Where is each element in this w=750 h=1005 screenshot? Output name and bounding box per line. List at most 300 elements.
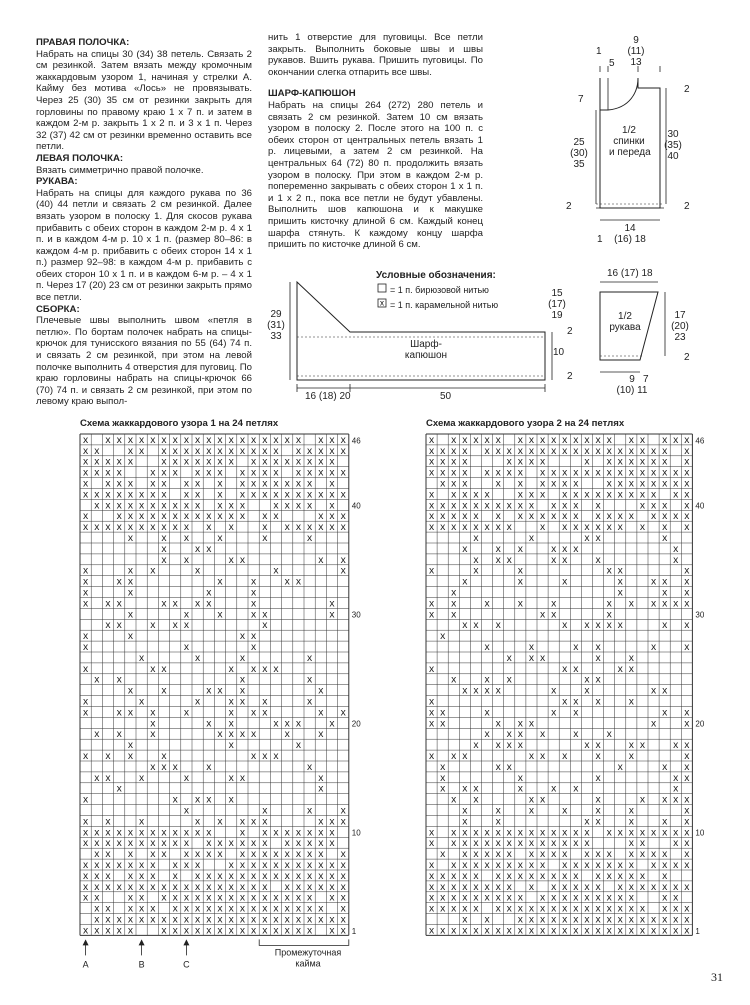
stitch-x-mark: x [517, 772, 523, 784]
left-heading: СБОРКА: [36, 303, 80, 315]
stitch-x-mark: x [105, 478, 111, 490]
stitch-x-mark: x [473, 849, 479, 861]
stitch-x-mark: x [172, 467, 178, 479]
stitch-x-mark: x [584, 489, 590, 501]
stitch-x-mark: x [284, 903, 290, 915]
stitch-x-mark: x [662, 576, 668, 588]
stitch-x-mark: x [584, 816, 590, 828]
stitch-x-mark: x [484, 892, 490, 904]
stitch-x-mark: x [262, 533, 268, 545]
stitch-x-mark: x [673, 511, 679, 523]
stitch-x-mark: x [127, 903, 133, 915]
stitch-x-mark: x [206, 925, 212, 937]
stitch-x-mark: x [462, 914, 468, 926]
stitch-x-mark: x [172, 445, 178, 457]
stitch-x-mark: x [440, 870, 446, 882]
stitch-x-mark: x [217, 576, 223, 588]
stitch-x-mark: x [584, 849, 590, 861]
stitch-x-mark: x [440, 467, 446, 479]
stitch-x-mark: x [273, 914, 279, 926]
stitch-x-mark: x [329, 467, 335, 479]
stitch-x-mark: x [528, 718, 535, 730]
stitch-x-mark: x [539, 478, 546, 490]
stitch-x-mark: x [228, 522, 234, 534]
stitch-x-mark: x [428, 860, 435, 872]
scarf-piece-label: Шарф- капюшон [404, 339, 448, 361]
stitch-x-mark: x [83, 587, 89, 599]
stitch-x-mark: x [484, 489, 490, 501]
stitch-x-mark: x [562, 870, 568, 882]
stitch-x-mark: x [595, 870, 601, 882]
stitch-x-mark: x [217, 849, 223, 861]
stitch-x-mark: x [606, 511, 612, 523]
stitch-x-mark: x [584, 892, 590, 904]
stitch-x-mark: x [239, 685, 245, 697]
stitch-x-mark: x [662, 925, 668, 937]
stitch-x-mark: x [239, 489, 245, 501]
stitch-x-mark: x [228, 434, 234, 446]
stitch-x-mark: x [217, 467, 223, 479]
stitch-x-mark: x [318, 456, 324, 468]
stitch-x-mark: x [584, 925, 590, 937]
stitch-x-mark: x [440, 445, 446, 457]
stitch-x-mark: x [83, 598, 89, 610]
stitch-x-mark: x [662, 707, 668, 719]
stitch-x-mark: x [105, 751, 111, 763]
stitch-x-mark: x [307, 892, 313, 904]
stitch-x-mark: x [307, 500, 313, 512]
stitch-x-mark: x [473, 925, 479, 937]
stitch-x-mark: x [150, 827, 156, 839]
stitch-x-mark: x [428, 663, 435, 675]
stitch-x-mark: x [127, 827, 133, 839]
stitch-x-mark: x [239, 467, 245, 479]
stitch-x-mark: x [161, 838, 167, 850]
stitch-x-mark: x [127, 707, 133, 719]
stitch-x-mark: x [606, 456, 612, 468]
stitch-x-mark: x [428, 718, 435, 730]
stitch-x-mark: x [584, 914, 590, 926]
stitch-x-mark: x [150, 903, 156, 915]
stitch-x-mark: x [462, 445, 468, 457]
stitch-x-mark: x [329, 522, 335, 534]
left-paragraph: Набрать на спицы для каждого рукава по 36 (40) 44 петли и связать 2 см резинкой. Далее вязать узором в полоску 1. Для скосов рукава прибавить с обеих сторон в каждом 2-м р. 4 х 1 п. и в каждом 4-м р. 10 х 1 п. (размер 80–86: в каждом 4-м р. прибавить с обеих сторон 14 х 1 п.) размер 92–98: в каждом 4-м р. прибавить с обеих сторон 10 х 1 п. и в каждом 6-м р. – 4 х 1 п. Через 17 (20) 23 см от резинки закрыть прямо все петли. [36, 187, 252, 304]
stitch-x-mark: x [595, 805, 601, 817]
stitch-x-mark: x [584, 620, 590, 632]
stitch-x-mark: x [273, 751, 279, 763]
stitch-x-mark: x [628, 663, 634, 675]
stitch-x-mark: x [251, 576, 257, 588]
stitch-x-mark: x [239, 925, 245, 937]
stitch-x-mark: x [195, 489, 201, 501]
stitch-x-mark: x [473, 827, 479, 839]
chart-row-number: 1 [695, 926, 700, 936]
stitch-x-mark: x [83, 467, 89, 479]
stitch-x-mark: x [284, 892, 290, 904]
stitch-x-mark: x [83, 816, 89, 828]
stitch-x-mark: x [172, 914, 178, 926]
stitch-x-mark: x [239, 838, 245, 850]
stitch-x-mark: x [116, 838, 122, 850]
stitch-x-mark: x [495, 892, 501, 904]
stitch-x-mark: x [183, 827, 189, 839]
stitch-x-mark: x [116, 707, 122, 719]
stitch-x-mark: x [573, 478, 579, 490]
stitch-x-mark: x [251, 434, 257, 446]
stitch-x-mark: x [284, 434, 290, 446]
stitch-x-mark: x [539, 903, 546, 915]
stitch-x-mark: x [318, 881, 324, 893]
stitch-x-mark: x [340, 914, 346, 926]
stitch-x-mark: x [217, 816, 223, 828]
stitch-x-mark: x [94, 870, 100, 882]
stitch-x-mark: x [662, 467, 668, 479]
stitch-x-mark: x [318, 827, 324, 839]
stitch-x-mark: x [318, 489, 324, 501]
stitch-x-mark: x [228, 729, 234, 741]
stitch-x-mark: x [295, 500, 301, 512]
stitch-x-mark: x [628, 849, 634, 861]
stitch-x-mark: x [83, 881, 89, 893]
stitch-x-mark: x [528, 445, 535, 457]
stitch-x-mark: x [428, 467, 435, 479]
stitch-x-mark: x [584, 467, 590, 479]
stitch-x-mark: x [239, 554, 245, 566]
stitch-x-mark: x [606, 609, 612, 621]
stitch-x-mark: x [451, 674, 457, 686]
stitch-x-mark: x [228, 925, 234, 937]
stitch-x-mark: x [573, 925, 579, 937]
chart1-edge-label: кайма [295, 958, 321, 968]
stitch-x-mark: x [517, 500, 523, 512]
stitch-x-mark: x [206, 598, 212, 610]
stitch-x-mark: x [440, 522, 446, 534]
stitch-x-mark: x [116, 522, 122, 534]
stitch-x-mark: x [307, 925, 313, 937]
stitch-x-mark: x [528, 849, 535, 861]
stitch-x-mark: x [83, 870, 89, 882]
stitch-x-mark: x [484, 860, 490, 872]
stitch-x-mark: x [127, 870, 133, 882]
stitch-x-mark: x [262, 445, 268, 457]
stitch-x-mark: x [650, 445, 657, 457]
stitch-x-mark: x [284, 478, 290, 490]
stitch-x-mark: x [473, 565, 479, 577]
stitch-x-mark: x [295, 870, 301, 882]
stitch-x-mark: x [183, 772, 189, 784]
stitch-x-mark: x [239, 870, 245, 882]
stitch-x-mark: x [539, 652, 546, 664]
stitch-x-mark: x [539, 489, 546, 501]
stitch-x-mark: x [239, 903, 245, 915]
stitch-x-mark: x [262, 467, 268, 479]
stitch-x-mark: x [573, 881, 579, 893]
stitch-x-mark: x [262, 511, 268, 523]
scarf-right-dim: 15 (17) 19 [548, 288, 566, 321]
stitch-x-mark: x [628, 696, 634, 708]
stitch-x-mark: x [251, 881, 257, 893]
stitch-x-mark: x [161, 511, 167, 523]
stitch-x-mark: x [161, 533, 167, 545]
stitch-x-mark: x [617, 903, 623, 915]
stitch-x-mark: x [650, 914, 657, 926]
stitch-x-mark: x [340, 434, 346, 446]
stitch-x-mark: x [650, 925, 657, 937]
stitch-x-mark: x [495, 511, 501, 523]
legend-title: Условные обозначения: [376, 270, 496, 281]
stitch-x-mark: x [528, 642, 535, 654]
stitch-x-mark: x [307, 827, 313, 839]
stitch-x-mark: x [127, 925, 133, 937]
stitch-x-mark: x [551, 598, 557, 610]
stitch-x-mark: x [440, 456, 446, 468]
stitch-x-mark: x [273, 827, 279, 839]
stitch-x-mark: x [639, 522, 646, 534]
stitch-x-mark: x [573, 729, 579, 741]
stitch-x-mark: x [83, 696, 89, 708]
scarf-bottom-right-dim: 50 [440, 391, 452, 402]
stitch-x-mark: x [495, 434, 501, 446]
stitch-x-mark: x [105, 881, 111, 893]
stitch-x-mark: x [127, 609, 133, 621]
stitch-x-mark: x [650, 576, 657, 588]
stitch-x-mark: x [150, 914, 156, 926]
stitch-x-mark: x [573, 707, 579, 719]
stitch-x-mark: x [195, 892, 201, 904]
stitch-x-mark: x [551, 609, 557, 621]
stitch-x-mark: x [139, 522, 145, 534]
stitch-x-mark: x [517, 445, 523, 457]
stitch-x-mark: x [329, 816, 335, 828]
stitch-x-mark: x [673, 478, 679, 490]
stitch-x-mark: x [228, 445, 234, 457]
stitch-x-mark: x [662, 870, 668, 882]
stitch-x-mark: x [673, 543, 679, 555]
stitch-x-mark: x [262, 805, 268, 817]
stitch-x-mark: x [228, 511, 234, 523]
stitch-x-mark: x [617, 860, 623, 872]
stitch-x-mark: x [595, 892, 601, 904]
stitch-x-mark: x [318, 467, 324, 479]
stitch-x-mark: x [94, 849, 100, 861]
stitch-x-mark: x [662, 794, 668, 806]
stitch-x-mark: x [595, 620, 601, 632]
stitch-x-mark: x [295, 456, 301, 468]
stitch-x-mark: x [318, 685, 324, 697]
stitch-x-mark: x [228, 772, 234, 784]
stitch-x-mark: x [150, 434, 156, 446]
stitch-x-mark: x [606, 903, 612, 915]
stitch-x-mark: x [584, 533, 590, 545]
stitch-x-mark: x [495, 838, 501, 850]
stitch-x-mark: x [273, 478, 279, 490]
stitch-x-mark: x [217, 892, 223, 904]
stitch-x-mark: x [562, 860, 568, 872]
stitch-x-mark: x [539, 522, 546, 534]
stitch-x-mark: x [195, 543, 201, 555]
stitch-x-mark: x [295, 881, 301, 893]
stitch-x-mark: x [473, 838, 479, 850]
stitch-x-mark: x [562, 696, 568, 708]
stitch-x-mark: x [573, 870, 579, 882]
stitch-x-mark: x [628, 489, 634, 501]
stitch-x-mark: x [662, 598, 668, 610]
stitch-x-mark: x [116, 881, 122, 893]
stitch-x-mark: x [127, 860, 133, 872]
stitch-x-mark: x [150, 761, 156, 773]
stitch-x-mark: x [573, 783, 579, 795]
stitch-x-mark: x [551, 881, 557, 893]
stitch-x-mark: x [684, 816, 690, 828]
stitch-x-mark: x [161, 434, 167, 446]
stitch-x-mark: x [239, 892, 245, 904]
stitch-x-mark: x [295, 740, 301, 752]
stitch-x-mark: x [318, 849, 324, 861]
stitch-x-mark: x [239, 445, 245, 457]
stitch-x-mark: x [506, 827, 512, 839]
stitch-x-mark: x [329, 838, 335, 850]
stitch-x-mark: x [172, 761, 178, 773]
stitch-x-mark: x [684, 772, 690, 784]
stitch-x-mark: x [506, 554, 512, 566]
stitch-x-mark: x [172, 456, 178, 468]
stitch-x-mark: x [684, 642, 690, 654]
stitch-x-mark: x [539, 870, 546, 882]
stitch-x-mark: x [318, 554, 324, 566]
stitch-x-mark: x [94, 914, 100, 926]
stitch-x-mark: x [617, 761, 623, 773]
stitch-x-mark: x [484, 500, 490, 512]
stitch-x-mark: x [94, 500, 100, 512]
stitch-x-mark: x [127, 445, 133, 457]
stitch-x-mark: x [206, 434, 212, 446]
stitch-x-mark: x [307, 478, 313, 490]
stitch-x-mark: x [161, 892, 167, 904]
stitch-x-mark: x [506, 500, 512, 512]
stitch-x-mark: x [650, 467, 657, 479]
stitch-x-mark: x [83, 892, 89, 904]
stitch-x-mark: x [150, 870, 156, 882]
stitch-x-mark: x [539, 925, 546, 937]
stitch-x-mark: x [228, 870, 234, 882]
stitch-x-mark: x [551, 511, 557, 523]
stitch-x-mark: x [183, 925, 189, 937]
stitch-x-mark: x [628, 434, 634, 446]
stitch-x-mark: x [551, 827, 557, 839]
stitch-x-mark: x [551, 849, 557, 861]
stitch-x-mark: x [539, 849, 546, 861]
stitch-x-mark: x [172, 511, 178, 523]
stitch-x-mark: x [195, 500, 201, 512]
stitch-x-mark: x [195, 434, 201, 446]
back-left-1: 1 [596, 46, 602, 57]
stitch-x-mark: x [195, 445, 201, 457]
stitch-x-mark: x [105, 849, 111, 861]
stitch-x-mark: x [606, 522, 612, 534]
stitch-x-mark: x [94, 456, 100, 468]
stitch-x-mark: x [440, 707, 446, 719]
stitch-x-mark: x [262, 707, 268, 719]
stitch-x-mark: x [273, 467, 279, 479]
stitch-x-mark: x [495, 903, 501, 915]
stitch-x-mark: x [617, 456, 623, 468]
stitch-x-mark: x [83, 576, 89, 588]
stitch-x-mark: x [662, 914, 668, 926]
stitch-x-mark: x [105, 620, 111, 632]
stitch-x-mark: x [94, 860, 100, 872]
stitch-x-mark: x [94, 522, 100, 534]
stitch-x-mark: x [295, 522, 301, 534]
stitch-x-mark: x [528, 805, 535, 817]
stitch-x-mark: x [195, 511, 201, 523]
stitch-x-mark: x [161, 467, 167, 479]
stitch-x-mark: x [206, 761, 212, 773]
stitch-x-mark: x [83, 489, 89, 501]
stitch-x-mark: x [451, 751, 457, 763]
stitch-x-mark: x [139, 489, 145, 501]
stitch-x-mark: x [195, 860, 201, 872]
stitch-x-mark: x [428, 881, 435, 893]
stitch-x-mark: x [628, 925, 634, 937]
stitch-x-mark: x [329, 500, 335, 512]
stitch-x-mark: x [329, 609, 335, 621]
stitch-x-mark: x [517, 478, 523, 490]
stitch-x-mark: x [650, 489, 657, 501]
stitch-x-mark: x [650, 849, 657, 861]
stitch-x-mark: x [284, 860, 290, 872]
stitch-x-mark: x [239, 849, 245, 861]
stitch-x-mark: x [284, 827, 290, 839]
stitch-x-mark: x [83, 707, 89, 719]
stitch-x-mark: x [639, 456, 646, 468]
stitch-x-mark: x [528, 500, 535, 512]
stitch-x-mark: x [284, 914, 290, 926]
stitch-x-mark: x [595, 511, 601, 523]
stitch-x-mark: x [528, 903, 535, 915]
stitch-x-mark: x [217, 729, 223, 741]
stitch-x-mark: x [473, 783, 479, 795]
stitch-x-mark: x [195, 794, 201, 806]
stitch-x-mark: x [183, 533, 189, 545]
stitch-x-mark: x [562, 805, 568, 817]
stitch-x-mark: x [673, 860, 679, 872]
stitch-x-mark: x [116, 598, 122, 610]
stitch-x-mark: x [639, 849, 646, 861]
stitch-x-mark: x [662, 456, 668, 468]
stitch-x-mark: x [551, 434, 557, 446]
stitch-x-mark: x [584, 903, 590, 915]
stitch-x-mark: x [172, 838, 178, 850]
stitch-x-mark: x [318, 434, 324, 446]
stitch-x-mark: x [595, 554, 601, 566]
stitch-x-mark: x [495, 522, 501, 534]
stitch-x-mark: x [484, 434, 490, 446]
stitch-x-mark: x [295, 914, 301, 926]
stitch-x-mark: x [562, 478, 568, 490]
stitch-x-mark: x [172, 827, 178, 839]
stitch-x-mark: x [650, 881, 657, 893]
stitch-x-mark: x [662, 685, 668, 697]
stitch-x-mark: x [673, 914, 679, 926]
stitch-x-mark: x [495, 620, 501, 632]
stitch-x-mark: x [183, 554, 189, 566]
stitch-x-mark: x [127, 881, 133, 893]
stitch-x-mark: x [673, 892, 679, 904]
stitch-x-mark: x [495, 740, 501, 752]
stitch-x-mark: x [116, 925, 122, 937]
stitch-x-mark: x [105, 434, 111, 446]
stitch-x-mark: x [228, 794, 234, 806]
